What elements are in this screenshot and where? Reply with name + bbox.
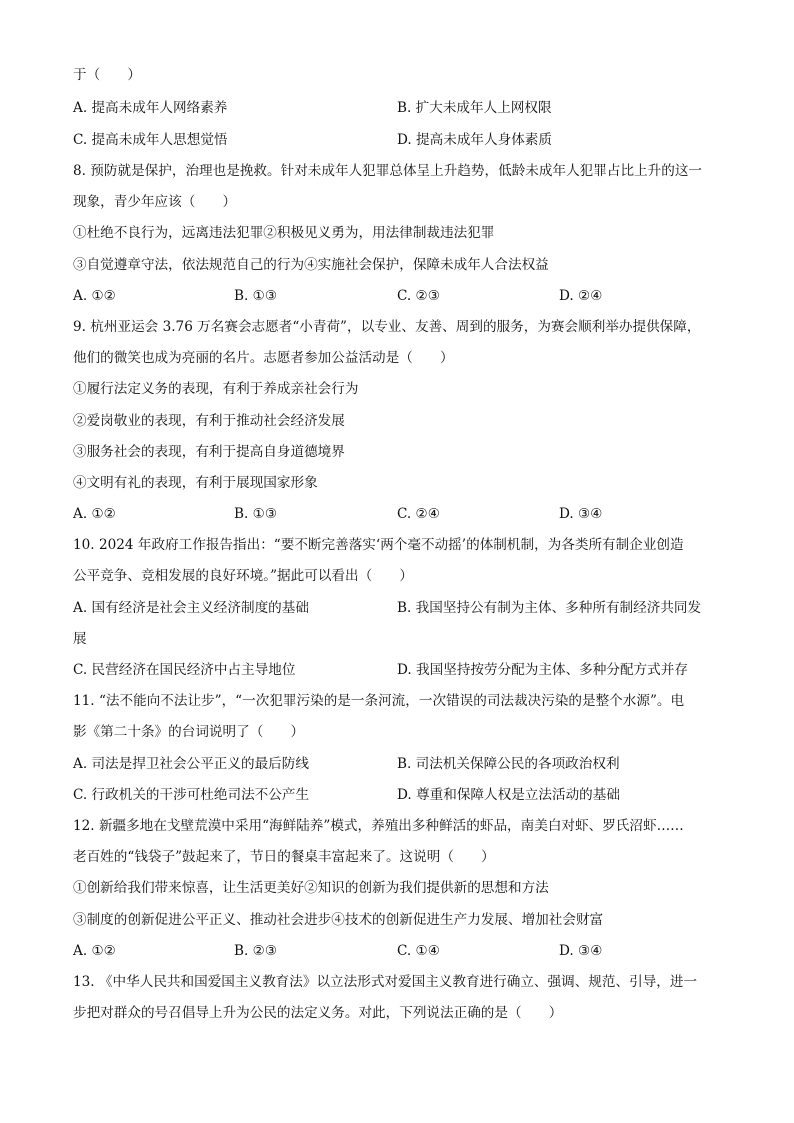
- q8-stem-line-1: 8. 预防就是保护，治理也是挽救。针对未成年人犯罪总体呈上升趋势，低龄未成年人犯罪占比上升的这一: [73, 163, 703, 179]
- q10-stem-line-1: 10. 2024 年政府工作报告指出：“要不断完善落实‘两个毫不动摇’的体制机制，为各类所有制企业创造: [73, 537, 684, 553]
- q12-statement-1: ①创新给我们带来惊喜，让生活更美好②知识的创新为我们提供新的思想和方法: [73, 880, 549, 896]
- q10-option-a: A. 国有经济是社会主义经济制度的基础: [73, 600, 309, 616]
- q10-option-b-wrap: 展: [73, 631, 87, 647]
- q8-statement-2: ③自觉遵章守法，依法规范自己的行为④实施社会保护，保障未成年人合法权益: [73, 257, 549, 273]
- q13-stem-line-1: 13. 《中华人民共和国爱国主义教育法》以立法形式对爱国主义教育进行确立、强调、规范、引导，进一: [73, 974, 698, 990]
- q10-option-b: B. 我国坚持公有制为主体、多种所有制经济共同发: [397, 600, 702, 616]
- q7-stem-tail: 于（ ）: [73, 67, 141, 83]
- q9-statement-4: ④文明有礼的表现，有利于展现国家形象: [73, 475, 318, 491]
- q9-stem-line-1: 9. 杭州亚运会 3.76 万名赛会志愿者“小青荷”，以专业、友善、周到的服务，为赛会顺利举办提供保障，: [73, 319, 701, 335]
- q9-statement-1: ①履行法定义务的表现，有利于养成亲社会行为: [73, 381, 359, 397]
- q12-option-b: B. ②③: [234, 943, 278, 959]
- q11-stem-line-2: 影《第二十条》的台词说明了（ ）: [73, 724, 305, 740]
- q9-stem-line-2: 他们的微笑也成为亮丽的名片。志愿者参加公益活动是（ ）: [73, 350, 454, 366]
- q8-option-a: A. ①②: [73, 288, 116, 304]
- q11-option-c: C. 行政机关的干涉可杜绝司法不公产生: [73, 787, 310, 803]
- q8-statement-1: ①杜绝不良行为，远离违法犯罪②积极见义勇为，用法律制裁违法犯罪: [73, 225, 495, 241]
- q7-option-d: D. 提高未成年人身体素质: [397, 132, 552, 148]
- q8-option-d: D. ②④: [559, 288, 603, 304]
- q8-stem-line-2: 现象，青少年应该（ ）: [73, 194, 237, 210]
- q11-option-a: A. 司法是捍卫社会公平正义的最后防线: [73, 756, 309, 772]
- q7-option-a: A. 提高未成年人网络素养: [73, 100, 228, 116]
- q9-option-d: D. ③④: [559, 506, 603, 522]
- q7-option-c: C. 提高未成年人思想觉悟: [73, 132, 228, 148]
- q10-stem-line-2: 公平竞争、竞相发展的良好环境。”据此可以看出（ ）: [73, 568, 413, 584]
- q10-option-d: D. 我国坚持按劳分配为主体、多种分配方式并存: [397, 662, 688, 678]
- q9-option-a: A. ①②: [73, 506, 116, 522]
- q11-option-d: D. 尊重和保障人权是立法活动的基础: [397, 787, 620, 803]
- q12-stem-line-2: 老百姓的“钱袋子”鼓起来了，节日的餐桌丰富起来了。这说明（ ）: [73, 849, 495, 865]
- q12-stem-line-1: 12. 新疆多地在戈壁荒漠中采用“海鲜陆养”模式，养殖出多种鲜活的虾品，南美白对虾、罗氏沼虾……: [73, 818, 684, 834]
- q12-statement-2: ③制度的创新促进公平正义、推动社会进步④技术的创新促进生产力发展、增加社会财富: [73, 912, 604, 928]
- q7-option-b: B. 扩大未成年人上网权限: [397, 100, 552, 116]
- q8-option-c: C. ②③: [397, 288, 440, 304]
- q11-option-b: B. 司法机关保障公民的各项政治权利: [397, 756, 620, 772]
- q12-option-a: A. ①②: [73, 943, 116, 959]
- q9-option-c: C. ②④: [397, 506, 440, 522]
- q9-statement-2: ②爱岗敬业的表现，有利于推动社会经济发展: [73, 413, 345, 429]
- q8-option-b: B. ①③: [234, 288, 278, 304]
- q12-option-c: C. ①④: [397, 943, 440, 959]
- q13-stem-line-2: 步把对群众的号召倡导上升为公民的法定义务。对此，下列说法正确的是（ ）: [73, 1005, 563, 1021]
- q9-option-b: B. ①③: [234, 506, 278, 522]
- q10-option-c: C. 民营经济在国民经济中占主导地位: [73, 662, 296, 678]
- q9-statement-3: ③服务社会的表现，有利于提高自身道德境界: [73, 444, 345, 460]
- q12-option-d: D. ③④: [559, 943, 603, 959]
- q11-stem-line-1: 11. “法不能向不法让步”，“一次犯罪污染的是一条河流，一次错误的司法裁决污染的是整个水源”。电: [73, 693, 685, 709]
